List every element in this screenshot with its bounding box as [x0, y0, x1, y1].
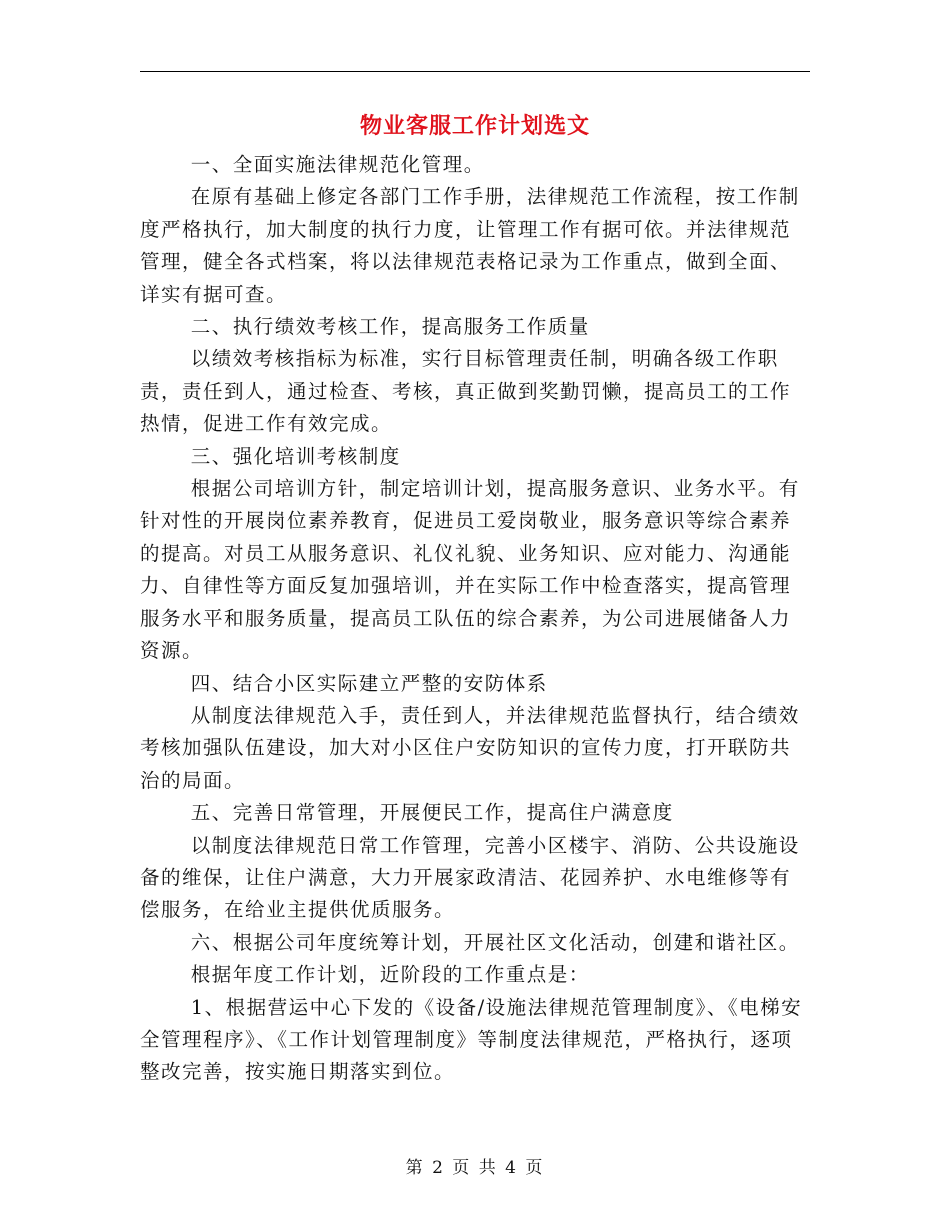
document-title: 物业客服工作计划选文 — [359, 113, 590, 139]
body-paragraph: 从制度法律规范入手，责任到人，并法律规范监督执行，结合绩效考核加强队伍建设，加大对小区住户安防知识的宣传力度，打开联防共治的局面。 — [140, 703, 800, 792]
body-paragraph: 以绩效考核指标为标准，实行目标管理责任制，明确各级工作职责，责任到人，通过检查、考核，真正做到奖勤罚懒，提高员工的工作热情，促进工作有效完成。 — [140, 347, 792, 436]
body-paragraph: 根据年度工作计划，近阶段的工作重点是： — [190, 963, 590, 987]
section-heading: 一、全面实施法律规范化管理。 — [190, 153, 485, 176]
body-paragraph: 1、根据营运中心下发的《设备/设施法律规范管理制度》、《电梯安全管理程序》、《工作计划管理制度》等制度法律规范，严格执行，逐项整改完善，按实施日期落实到位。 — [140, 995, 803, 1084]
body-paragraph: 根据公司培训方针，制定培训计划，提高服务意识、业务水平。有针对性的开展岗位素养教育，促进员工爱岗敬业，服务意识等综合素养的提高。对员工从服务意识、礼仪礼貌、业务知识、应对能力、沟通能力、自律性等方面反复加强培训，并在实际工作中检查落实，提高管理服务水平和服务质量，提高员工队伍的综合素养，为公司进展储备人力资源。 — [140, 477, 800, 663]
body-paragraph: 在原有基础上修定各部门工作手册，法律规范工作流程，按工作制度严格执行，加大制度的执行力度，让管理工作有据可依。并法律规范管理，健全各式档案，将以法律规范表格记录为工作重点，做到全面、详实有据可查。 — [140, 185, 800, 306]
section-heading: 四、结合小区实际建立严整的安防体系 — [190, 671, 548, 695]
section-heading: 三、强化培训考核制度 — [190, 444, 401, 468]
section-heading: 五、完善日常管理，开展便民工作，提高住户满意度 — [190, 801, 674, 825]
header-rule — [140, 71, 810, 72]
body-paragraph: 以制度法律规范日常工作管理，完善小区楼宇、消防、公共设施设备的维保，让住户满意，大力开展家政清洁、花园养护、水电维修等有偿服务，在给业主提供优质服务。 — [140, 833, 800, 922]
section-heading: 六、根据公司年度统筹计划，开展社区文化活动，创建和谐社区。 — [190, 930, 800, 954]
document-body — [140, 149, 810, 1089]
section-heading: 二、执行绩效考核工作，提高服务工作质量 — [190, 315, 590, 339]
page-number: 第 2 页 共 4 页 — [405, 1158, 545, 1178]
